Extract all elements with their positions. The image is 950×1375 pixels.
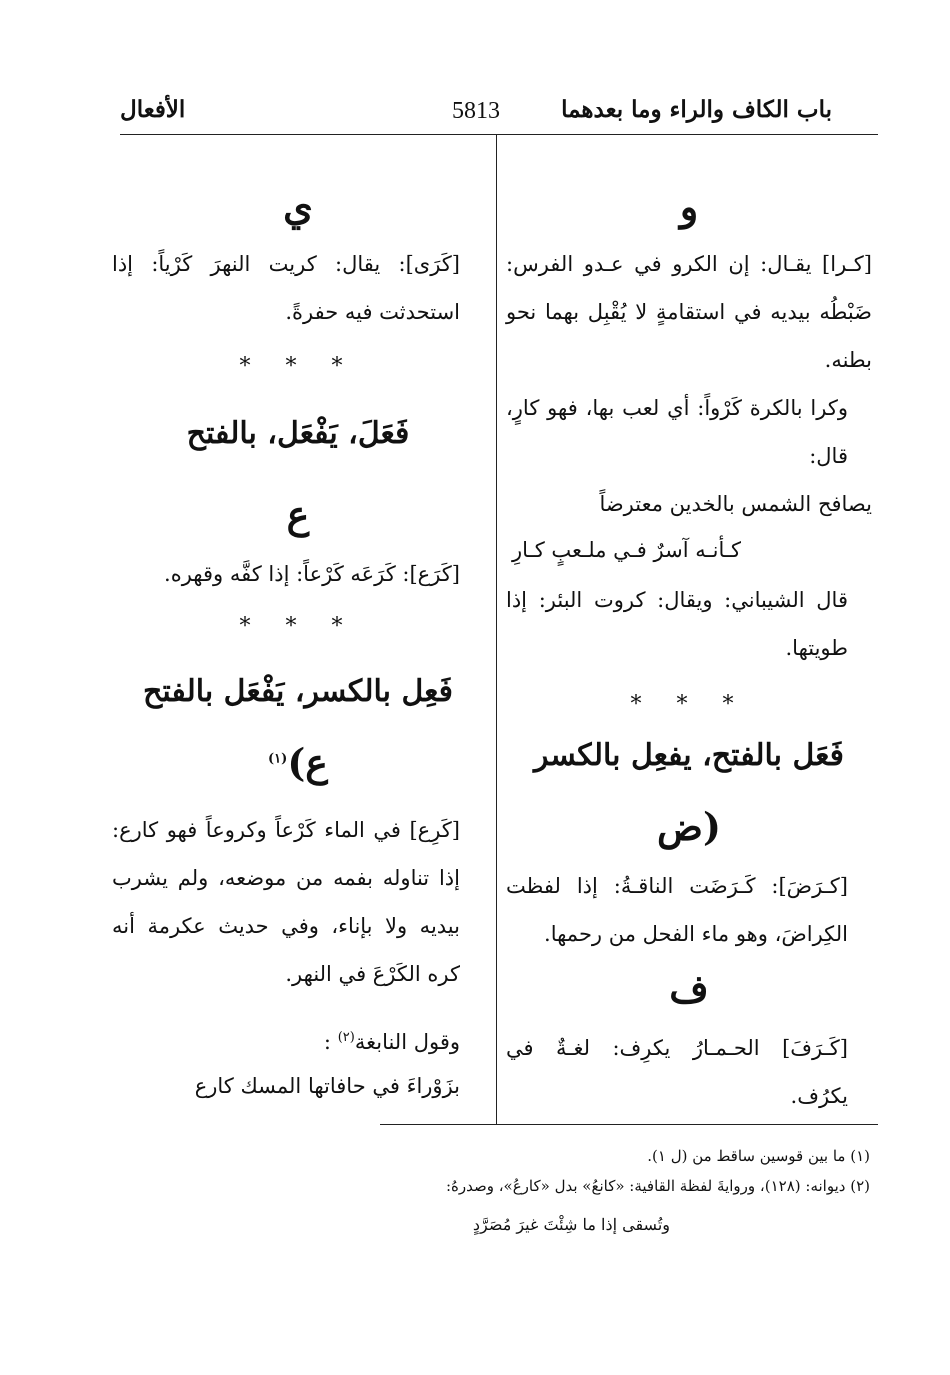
separator-stars-2: * * * [239,614,357,639]
footnote-marker-2: (٢) [337,1030,355,1045]
entry-shaybani: قال الشيباني: ويقال: كروت البئر: إذا طويتها. [506,588,848,660]
section-heading: الأفعال [120,96,186,123]
entry-kara-ball: وكرا بالكرة كَرْواً: أي لعب بها، فهو كارٍ، قال: [506,396,848,468]
nabigha-line [112,1014,484,1066]
footnote-2-verse: وتُسقى إذا ما شِئْتَ غيرَ مُصَرَّدٍ [472,1215,670,1234]
column-divider [496,134,497,1124]
entry-karia: [كَرِع] في الماء كَرْعاً وكروعاً فهو كارع: إذا تناوله بفمه من موضعه، ولم يشرب بيديه ولا بإناء، وفي حديث عكرمة أنه كره الكَرْعَ في النهر. [112,818,460,986]
letter-heading-fa: ف [669,966,709,1011]
entry-kara-ya: [كَرَى]: يقال: كريت النهرَ كَرْياً: إذا استحدثت فيه حفرةً. [112,252,460,324]
header-rule [120,134,878,135]
nabigha-text: وقول النابغة [354,1030,460,1054]
separator-stars: * * * [630,692,748,717]
verse-nabigha: بزَوْراءَ في حافاتها المسك كارع [194,1074,460,1098]
letter-heading-ain-1: ع [286,492,310,537]
nabigha-colon: : [323,1030,331,1054]
section-title-2: فَعِل بالكسر، يَفْعَل بالفتح [142,674,453,709]
footnote-2: (٢) ديوانه: (١٢٨)، وروايةَ لفظة القافية: «كانعُ» بدل «كارعُ»، وصدرهُ: [445,1177,870,1195]
verse-line-1: يصافح الشمس بالخدين معترضاً [599,492,872,516]
entry-karaf: [كَـرَفَ] الحـمـارُ يكرِف: لغـةٌ في يكرُف. [506,1036,848,1108]
entry-karaa: [كَرَع]: كَرَعَه كَرْعاً: إذا كفَّه وقهره. [164,562,460,586]
verse-line-2: كـأنـه آسرٌ فـي ملـعبٍ كـارِ [512,538,742,562]
letter-heading-dad: (ض [657,804,721,849]
letter-heading-waw: و [679,184,699,229]
page-header [120,92,832,132]
page-number: 5813 [452,98,500,124]
footnote-marker-1: (١) [268,751,288,767]
separator-stars-1: * * * [239,354,357,379]
section-title: فَعَل بالفتح، يفعِل بالكسر [533,738,844,773]
entry-karad: [كـرَضَ]: كَـرَضَت الناقـةُ: إذا لفظت الكِراضَ، وهو ماء الفحل من رحمها. [506,874,848,946]
section-title-1: فَعَلَ، يَفْعَل، بالفتح [186,416,410,451]
chapter-title: باب الكاف والراء وما بعدهما [561,96,832,123]
letter-heading-ain-2 [112,740,484,785]
entry-kara: [كـرا] يقـال: إن الكرو في عـدو الفرس: ضَبْطُه بيديه في استقامةٍ لا يُقْبِل بهما نحو بطنه. [506,252,872,372]
letter-ain-2: ع) [287,740,328,785]
footnote-1: (١) ما بين قوسين ساقط من (ل ١). [647,1147,870,1165]
letter-heading-ya: ي [283,184,313,229]
footnote-rule [380,1124,878,1125]
